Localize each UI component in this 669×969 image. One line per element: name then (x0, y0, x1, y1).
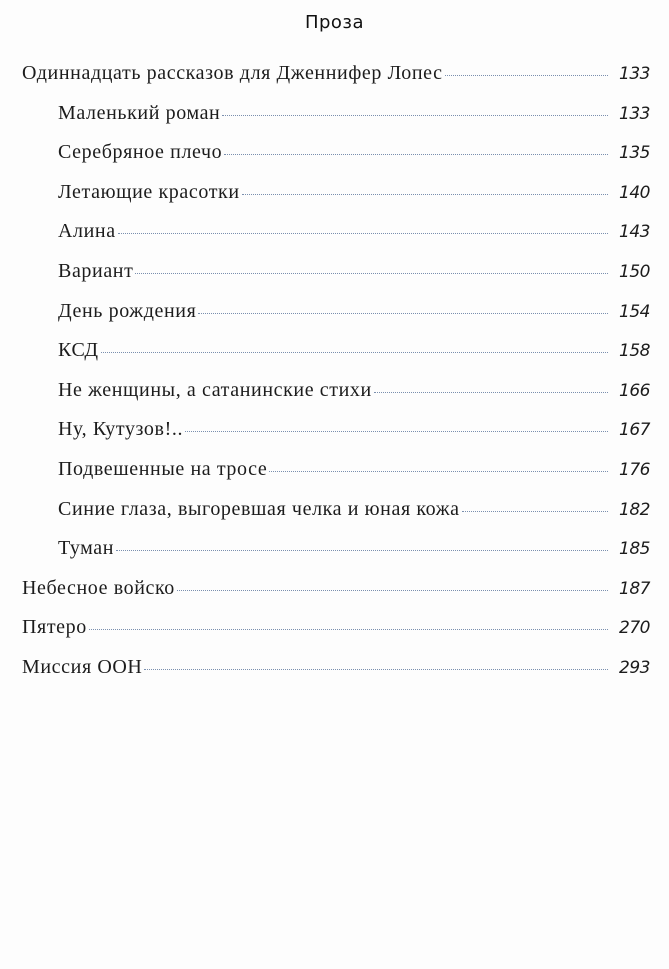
toc-entry (22, 537, 650, 577)
dot-leader (144, 669, 608, 670)
toc-entry-title: Подвешенные на тросе (58, 457, 268, 480)
toc-entry (22, 102, 650, 142)
toc-entry (22, 656, 650, 696)
toc-entry-page: 166 (619, 380, 650, 401)
toc-entry-title: Одиннадцать рассказов для Дженнифер Лопес (22, 62, 443, 84)
toc-entry-title: Не женщины, а сатанинские стихи (58, 378, 372, 401)
toc-entry-page: 143 (619, 222, 650, 243)
dot-leader (135, 273, 608, 274)
dot-leader (462, 511, 608, 512)
toc-entry (22, 300, 650, 340)
dot-leader (445, 75, 608, 76)
toc-entry-title: Пятеро (22, 616, 87, 639)
toc-entry (22, 260, 650, 300)
toc-entry (22, 418, 650, 458)
toc-entry (22, 458, 650, 498)
toc-entry-title: Миссия ООН (22, 655, 143, 678)
toc-entry-page: 293 (619, 657, 650, 678)
toc-entry-title: Маленький роман (58, 101, 221, 124)
toc-entry-title: Летающие красотки (58, 180, 240, 203)
dot-leader (198, 313, 608, 314)
toc-entry (22, 220, 650, 260)
toc-entry-title: Вариант (58, 259, 134, 282)
toc-entry-title: КСД (58, 339, 99, 362)
toc-entry (22, 616, 650, 656)
toc-entry-page: 270 (619, 618, 650, 639)
table-of-contents (22, 62, 650, 696)
toc-entry-page: 140 (619, 182, 650, 203)
toc-entry-page: 150 (619, 261, 650, 282)
dot-leader (185, 431, 608, 432)
dot-leader (269, 471, 608, 472)
toc-entry-page: 135 (619, 143, 650, 164)
toc-entry-page: 158 (619, 341, 650, 362)
dot-leader (374, 392, 608, 393)
toc-entry (22, 181, 650, 221)
toc-entry-title: Туман (58, 537, 115, 560)
toc-entry-page: 185 (619, 539, 650, 560)
dot-leader (222, 115, 608, 116)
toc-entry-page: 133 (619, 64, 650, 84)
dot-leader (224, 154, 608, 155)
section-title: Проза (304, 12, 365, 33)
toc-entry-page: 167 (619, 420, 650, 441)
toc-entry (22, 141, 650, 181)
toc-entry (22, 498, 650, 538)
dot-leader (177, 590, 608, 591)
toc-entry-title: Ну, Кутузов!.. (58, 418, 184, 441)
toc-entry-title: Серебряное плечо (58, 141, 223, 164)
dot-leader (242, 194, 608, 195)
toc-entry-page: 182 (619, 499, 650, 520)
toc-entry-title: Алина (58, 220, 116, 243)
toc-entry-title: Синие глаза, выгоревшая челка и юная кожа (58, 497, 460, 520)
toc-entry (22, 577, 650, 617)
toc-entry-title: Небесное войско (22, 576, 175, 599)
dot-leader (118, 233, 608, 234)
toc-entry-page: 176 (619, 459, 650, 480)
toc-entry-page: 187 (619, 578, 650, 599)
toc-entry (22, 379, 650, 419)
toc-entry (22, 339, 650, 379)
toc-entry-page: 154 (619, 301, 650, 322)
dot-leader (89, 629, 608, 630)
toc-entry (22, 62, 650, 102)
dot-leader (101, 352, 608, 353)
toc-entry-page: 133 (619, 103, 650, 124)
toc-entry-title: День рождения (58, 299, 197, 322)
dot-leader (116, 550, 608, 551)
